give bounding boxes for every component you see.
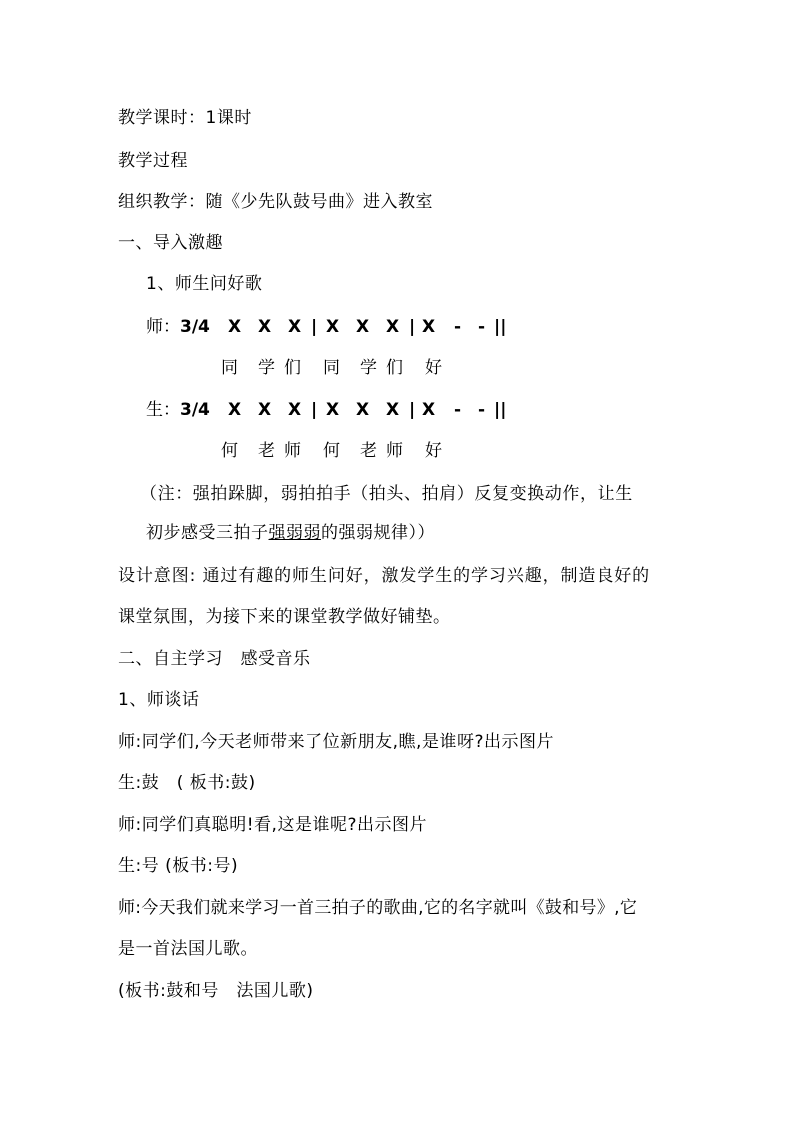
teacher-prefix: 师：	[146, 317, 180, 337]
barline: |	[409, 317, 416, 337]
lyric: 学	[360, 358, 377, 378]
barline: |	[409, 400, 416, 420]
dialogue-line: 生:号 (板书:号)	[118, 856, 239, 876]
lesson-hours: 教学课时：1课时	[118, 108, 252, 128]
note: X	[258, 400, 272, 420]
design-intent-line-1: 设计意图: 通过有趣的师生问好，激发学生的学习兴趣，制造良好的	[118, 566, 651, 586]
student-lyrics-row	[0, 440, 794, 462]
lyric: 同	[221, 358, 238, 378]
lyric: 师	[386, 441, 403, 461]
note: X	[288, 317, 302, 337]
lyric: 何	[221, 441, 238, 461]
lyric: 同	[323, 358, 340, 378]
note: X	[386, 400, 400, 420]
greeting-song-heading: 1、师生问好歌	[146, 274, 263, 294]
barline: |	[311, 400, 318, 420]
note: X	[356, 400, 370, 420]
organize-teaching: 组织教学：随《少先队鼓号曲》进入教室	[118, 192, 433, 212]
note-text: 的强弱规律））	[321, 523, 435, 543]
time-signature: 3/4	[180, 400, 210, 420]
barline: |	[311, 317, 318, 337]
lyric: 老	[258, 441, 275, 461]
dialogue-line: 师:今天我们就来学习一首三拍子的歌曲,它的名字就叫《鼓和号》,它	[118, 898, 638, 918]
dialogue-line: 生:鼓 ( 板书:鼓)	[118, 773, 256, 793]
time-signature: 3/4	[180, 317, 210, 337]
note: X	[422, 317, 436, 337]
student-rhythm-row	[0, 399, 794, 421]
rest-dash: -	[454, 317, 462, 337]
lyric: 好	[425, 358, 442, 378]
lyric: 们	[284, 358, 301, 378]
rest-dash: -	[454, 400, 462, 420]
lyric: 好	[425, 441, 442, 461]
note: X	[228, 317, 242, 337]
note: X	[326, 400, 340, 420]
end-barline: ||	[494, 317, 507, 337]
teaching-process-heading: 教学过程	[118, 151, 188, 171]
design-intent-line-2: 课堂氛围，为接下来的课堂教学做好铺垫。	[118, 607, 451, 627]
dialogue-line: 师:同学们,今天老师带来了位新朋友,瞧,是谁呀?出示图片	[118, 732, 554, 752]
note: X	[422, 400, 436, 420]
lyric: 师	[284, 441, 301, 461]
board-writing: (板书:鼓和号 法国儿歌)	[118, 981, 314, 1001]
note-text: 初步感受三拍子	[146, 523, 269, 543]
note: X	[326, 317, 340, 337]
dialogue-line: 是一首法国儿歌。	[118, 939, 258, 959]
note: X	[288, 400, 302, 420]
student-prefix: 生：	[146, 400, 180, 420]
teacher-rhythm-row	[0, 316, 794, 338]
rest-dash: -	[478, 400, 486, 420]
teacher-lyrics-row	[0, 357, 794, 379]
note-line-1: （注：强拍跺脚，弱拍拍手（拍头、拍肩）反复变换动作，让生	[140, 484, 633, 504]
lyric: 们	[386, 358, 403, 378]
lyric: 老	[360, 441, 377, 461]
note: X	[356, 317, 370, 337]
dialogue-line: 师:同学们真聪明!看,这是谁呢?出示图片	[118, 815, 427, 835]
lyric: 学	[258, 358, 275, 378]
teacher-talk-heading: 1、师谈话	[118, 690, 200, 710]
section-one-heading: 一、导入激趣	[118, 233, 223, 253]
rest-dash: -	[478, 317, 486, 337]
section-two-heading: 二、自主学习 感受音乐	[118, 649, 311, 669]
strong-weak-weak-underline: 强弱弱	[268, 523, 321, 543]
end-barline: ||	[494, 400, 507, 420]
note: X	[386, 317, 400, 337]
note-line-2	[146, 522, 435, 544]
note: X	[228, 400, 242, 420]
note: X	[258, 317, 272, 337]
lyric: 何	[323, 441, 340, 461]
